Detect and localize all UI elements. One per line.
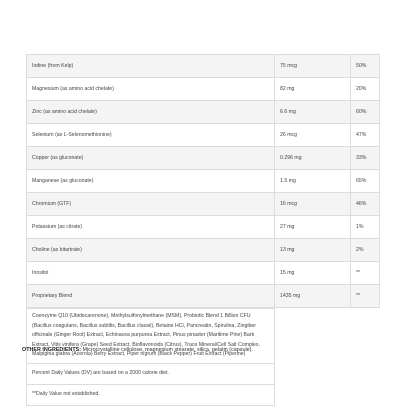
nutrient-name: Chromium (GTF) xyxy=(27,193,275,216)
nutrient-name: Magnesium (as amino acid chelate) xyxy=(27,78,275,101)
nutrient-amount: 13 mg xyxy=(275,239,351,262)
other-ingredients xyxy=(22,347,402,353)
nutrient-name: Inositol xyxy=(27,262,275,285)
other-ingredients-label: OTHER INGREDIENTS: xyxy=(22,347,81,353)
nutrient-name: Potassium (as citrate) xyxy=(27,216,275,239)
nutrient-daily-value: 46% xyxy=(351,193,380,216)
nutrient-daily-value: 60% xyxy=(351,101,380,124)
daily-value-footnote: Percent Daily Values (DV) are based on a 2000 calorie diet. xyxy=(27,364,275,385)
table-row xyxy=(27,193,380,216)
table-row xyxy=(27,385,275,406)
table-row xyxy=(27,309,275,364)
supplement-facts-table xyxy=(26,54,379,406)
table-row xyxy=(27,55,380,78)
nutrient-daily-value: ** xyxy=(351,262,380,285)
nutrient-name: Copper (as gluconate) xyxy=(27,147,275,170)
nutrient-amount: 1435 mg xyxy=(275,285,351,308)
table-row xyxy=(27,216,380,239)
nutrient-amount: 0.296 mg xyxy=(275,147,351,170)
nutrient-name: Iodine (from Kelp) xyxy=(27,55,275,78)
table-row xyxy=(27,147,380,170)
nutrient-name: Zinc (as amino acid chelate) xyxy=(27,101,275,124)
nutrient-name: Choline (as bitartrate) xyxy=(27,239,275,262)
nutrient-amount: 15 mg xyxy=(275,262,351,285)
nutrient-name: Selenium (as L-Selenomethionine) xyxy=(27,124,275,147)
proprietary-blend-ingredients: Coenzyme Q10 (Ubidecarenone), Methylsulfonylmethane (MSM), Probiotic Blend 1 Billion CFU (Bacillus coagulans, Bacillus subtilis, Bacillus clausii), Betaine HCl, Pancreatin, Spirulina, Zingiber officinale (Ginger Root) Extract, Echinacea purpurea Extract, Pinus pinaster (Maritime Pine) Bark Extract, Vitis vinifera (Grape) Seed Extract, Bioflavonoids (Citrus), Trace Mineral/Cell Salt Complex, Malpighia glabra (Acerola) Berry Extract, Piper nigrum (Black Pepper) Fruit Extract (Piperine) xyxy=(27,309,275,364)
nutrient-name: Manganese (as gluconate) xyxy=(27,170,275,193)
other-ingredients-text: Microcrystalline cellulose, magnesium stearate, silica, gelatin (capsule). xyxy=(81,347,253,353)
nutrient-daily-value: ** xyxy=(351,285,380,308)
nutrient-amount: 75 mcg xyxy=(275,55,351,78)
nutrient-daily-value: 65% xyxy=(351,170,380,193)
nutrient-amount: 16 mcg xyxy=(275,193,351,216)
nutrient-daily-value: 2% xyxy=(351,239,380,262)
nutrient-daily-value: 20% xyxy=(351,78,380,101)
table-row xyxy=(27,285,380,308)
nutrient-name: Proprietary Blend xyxy=(27,285,275,308)
table-row xyxy=(27,239,380,262)
nutrient-amount: 6.6 mg xyxy=(275,101,351,124)
table-row xyxy=(27,124,380,147)
footnote-table xyxy=(26,308,275,406)
nutrient-daily-value: 33% xyxy=(351,147,380,170)
nutrient-amount: 1.5 mg xyxy=(275,170,351,193)
nutrient-daily-value: 47% xyxy=(351,124,380,147)
nutrient-amount: 26 mcg xyxy=(275,124,351,147)
table-row xyxy=(27,101,380,124)
table-row xyxy=(27,78,380,101)
table-row xyxy=(27,364,275,385)
table-row xyxy=(27,262,380,285)
nutrient-daily-value: 1% xyxy=(351,216,380,239)
nutrient-daily-value: 50% xyxy=(351,55,380,78)
nutrient-table xyxy=(26,54,380,308)
nutrient-table-body xyxy=(27,55,380,308)
nutrient-amount: 82 mg xyxy=(275,78,351,101)
table-row xyxy=(27,170,380,193)
nutrient-amount: 27 mg xyxy=(275,216,351,239)
not-established-footnote: **Daily Value not established. xyxy=(27,385,275,406)
